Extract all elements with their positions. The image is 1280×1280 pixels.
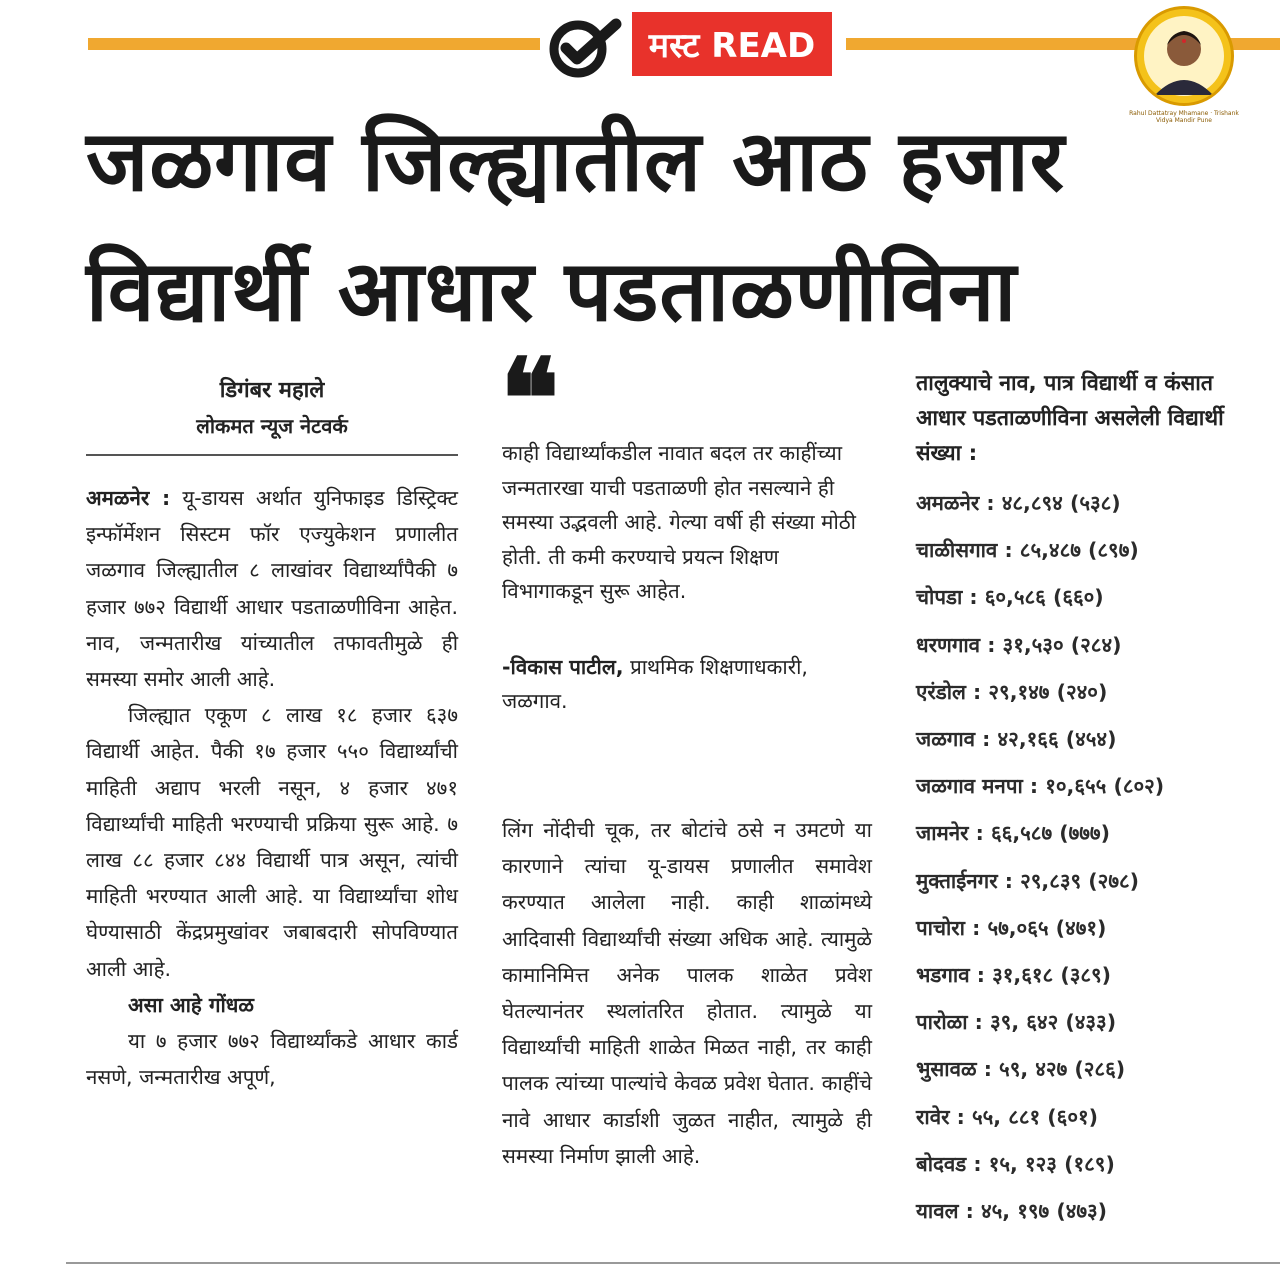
pull-quote: काही विद्यार्थ्यांकडील नावात बदल तर काहींच्या जन्मतारखा याची पडताळणी होत नसल्याने ही समस्या उद्भवली आहे. गेल्या वर्षी ही संख्या मोठी होती. ती कमी करण्याचे प्रयत्न शिक्षण विभागाकडून सुरू आहेत. [502, 441, 856, 603]
list-item: जामनेर : ६६,५८७ (७७७) [916, 821, 1110, 846]
avatar [1134, 6, 1234, 106]
quote-designation: प्राथमिक शिक्षणाधकारी, जळगाव. [502, 655, 808, 713]
byline-author: डिगंबर महाले [219, 378, 325, 403]
list-item: अमळनेर : ४८,८९४ (५३८) [916, 491, 1121, 515]
list-item: पारोळा : ३९, ६४२ (४३३) [916, 1010, 1117, 1035]
bottom-divider [66, 1262, 1280, 1264]
article-column-2: लिंग नोंदीची चूक, तर बोटांचे ठसे न उमटणे या कारणाने त्यांचा यू-डायस प्रणालीत समावेश करण्यात आलेला नाही. काही शाळांमध्ये आदिवासी विद्यार्थ्यांची संख्या अधिक आहे. त्यामुळे कामानिमित्त अनेक पालक शाळेत प्रवेश घेतल्यानंतर स्थलांतरित होतात. त्यामुळे या विद्यार्थ्यांची माहिती शाळेत मिळत नाही, तर काही पालक त्यांच्या पाल्यांचे केवळ प्रवेश घेतात. काहींचे नावे आधार कार्डाशी जुळत नाहीत, त्यामुळे ही समस्या निर्माण झाली आहे. [502, 818, 872, 1168]
quote-attribution [502, 650, 872, 718]
person-portrait-icon [1137, 9, 1231, 103]
article-paragraph-2: जिल्ह्यात एकूण ८ लाख १८ हजार ६३७ विद्यार्थी आहेत. पैकी १७ हजार ५५० विद्यार्थ्यांची माहिती अद्याप भरली नसून, ४ हजार ४७१ विद्यार्थ्यांची माहिती भरण्याची प्रक्रिया सुरू आहे. ७ लाख ८८ हजार ८४४ विद्यार्थी पात्र असून, त्यांची माहिती भरण्यात आली आहे. या विद्यार्थ्यांचा शोध घेण्यासाठी केंद्रप्रमुखांवर जबाबदारी सोपविण्यात आली आहे. [86, 703, 458, 981]
headline [86, 96, 1236, 356]
list-item: एरंडोल : २९,१४७ (२४०) [916, 679, 1108, 704]
byline-divider [86, 454, 458, 456]
headline-line-1: जळगाव जिल्ह्यातील आठ हजार [86, 112, 1066, 210]
headline-line-2: विद्यार्थी आधार पडताळणीविना [86, 242, 1018, 340]
list-item: बोदवड : १५, १२३ (१८९) [916, 1151, 1115, 1176]
list-item: धरणगाव : ३१,५३० (२८४) [916, 632, 1122, 657]
list-item: भडगाव : ३१,६१८ (३८९) [916, 963, 1112, 988]
must-read-badge: मस्ट READ [632, 12, 832, 76]
header-band-left [88, 38, 540, 50]
list-item: चाळीसगाव : ८५,४८७ (८९७) [916, 538, 1139, 563]
byline [86, 374, 458, 444]
avatar-caption: Rahul Dattatray Mhamane · Trishank Vidya Mandir Pune [1129, 110, 1239, 124]
list-item: भुसावळ : ५९, ४२७ (२८६) [916, 1057, 1126, 1082]
article-subheading: असा आहे गोंधळ [128, 992, 254, 1017]
article-paragraph-3: या ७ हजार ७७२ विद्यार्थ्यांकडे आधार कार्ड नसणे, जन्मतारीख अपूर्ण, [86, 1029, 458, 1090]
list-item: मुक्ताईनगर : २९,८३९ (२७८) [916, 868, 1140, 893]
dateline: अमळनेर : [86, 486, 171, 510]
taluka-stats-list [916, 480, 1256, 1235]
list-item: रावेर : ५५, ८८१ (६०१) [916, 1104, 1099, 1129]
list-item: चोपडा : ६०,५८६ (६६०) [916, 585, 1104, 610]
article-paragraph-1 [86, 480, 458, 697]
byline-organization: लोकमत न्यूज नेटवर्क [196, 414, 348, 438]
list-item: यावल : ४५, १९७ (४७३) [916, 1199, 1108, 1224]
quote-speaker: -विकास पाटील, [502, 655, 624, 679]
sidebar-heading: तालुक्याचे नाव, पात्र विद्यार्थी व कंसात आधार पडताळणीविना असलेली विद्यार्थी संख्या : [916, 371, 1224, 466]
list-item: जळगाव मनपा : १०,६५५ (८०२) [916, 774, 1165, 799]
list-item: जळगाव : ४२,१६६ (४५४) [916, 727, 1117, 752]
list-item: पाचोरा : ५७,०६५ (४७१) [916, 915, 1107, 940]
quote-mark-icon: ❝ [500, 334, 560, 463]
article-paragraph-1-text: यू-डायस अर्थात युनिफाइड डिस्ट्रिक्ट इन्फॉर्मेशन सिस्टम फॉर एज्युकेशन प्रणालीत जळगाव जिल्ह्यातील ८ लाखांवर विद्यार्थ्यांपैकी ७ हजार ७७२ विद्यार्थी आधार पडताळणीविना आहेत. नाव, जन्मतारीख यांच्यातील तफावतीमुळे ही समस्या समोर आली आहे. [86, 486, 458, 692]
article-column-1 [86, 480, 458, 1095]
checkmark-logo-icon [546, 18, 622, 80]
